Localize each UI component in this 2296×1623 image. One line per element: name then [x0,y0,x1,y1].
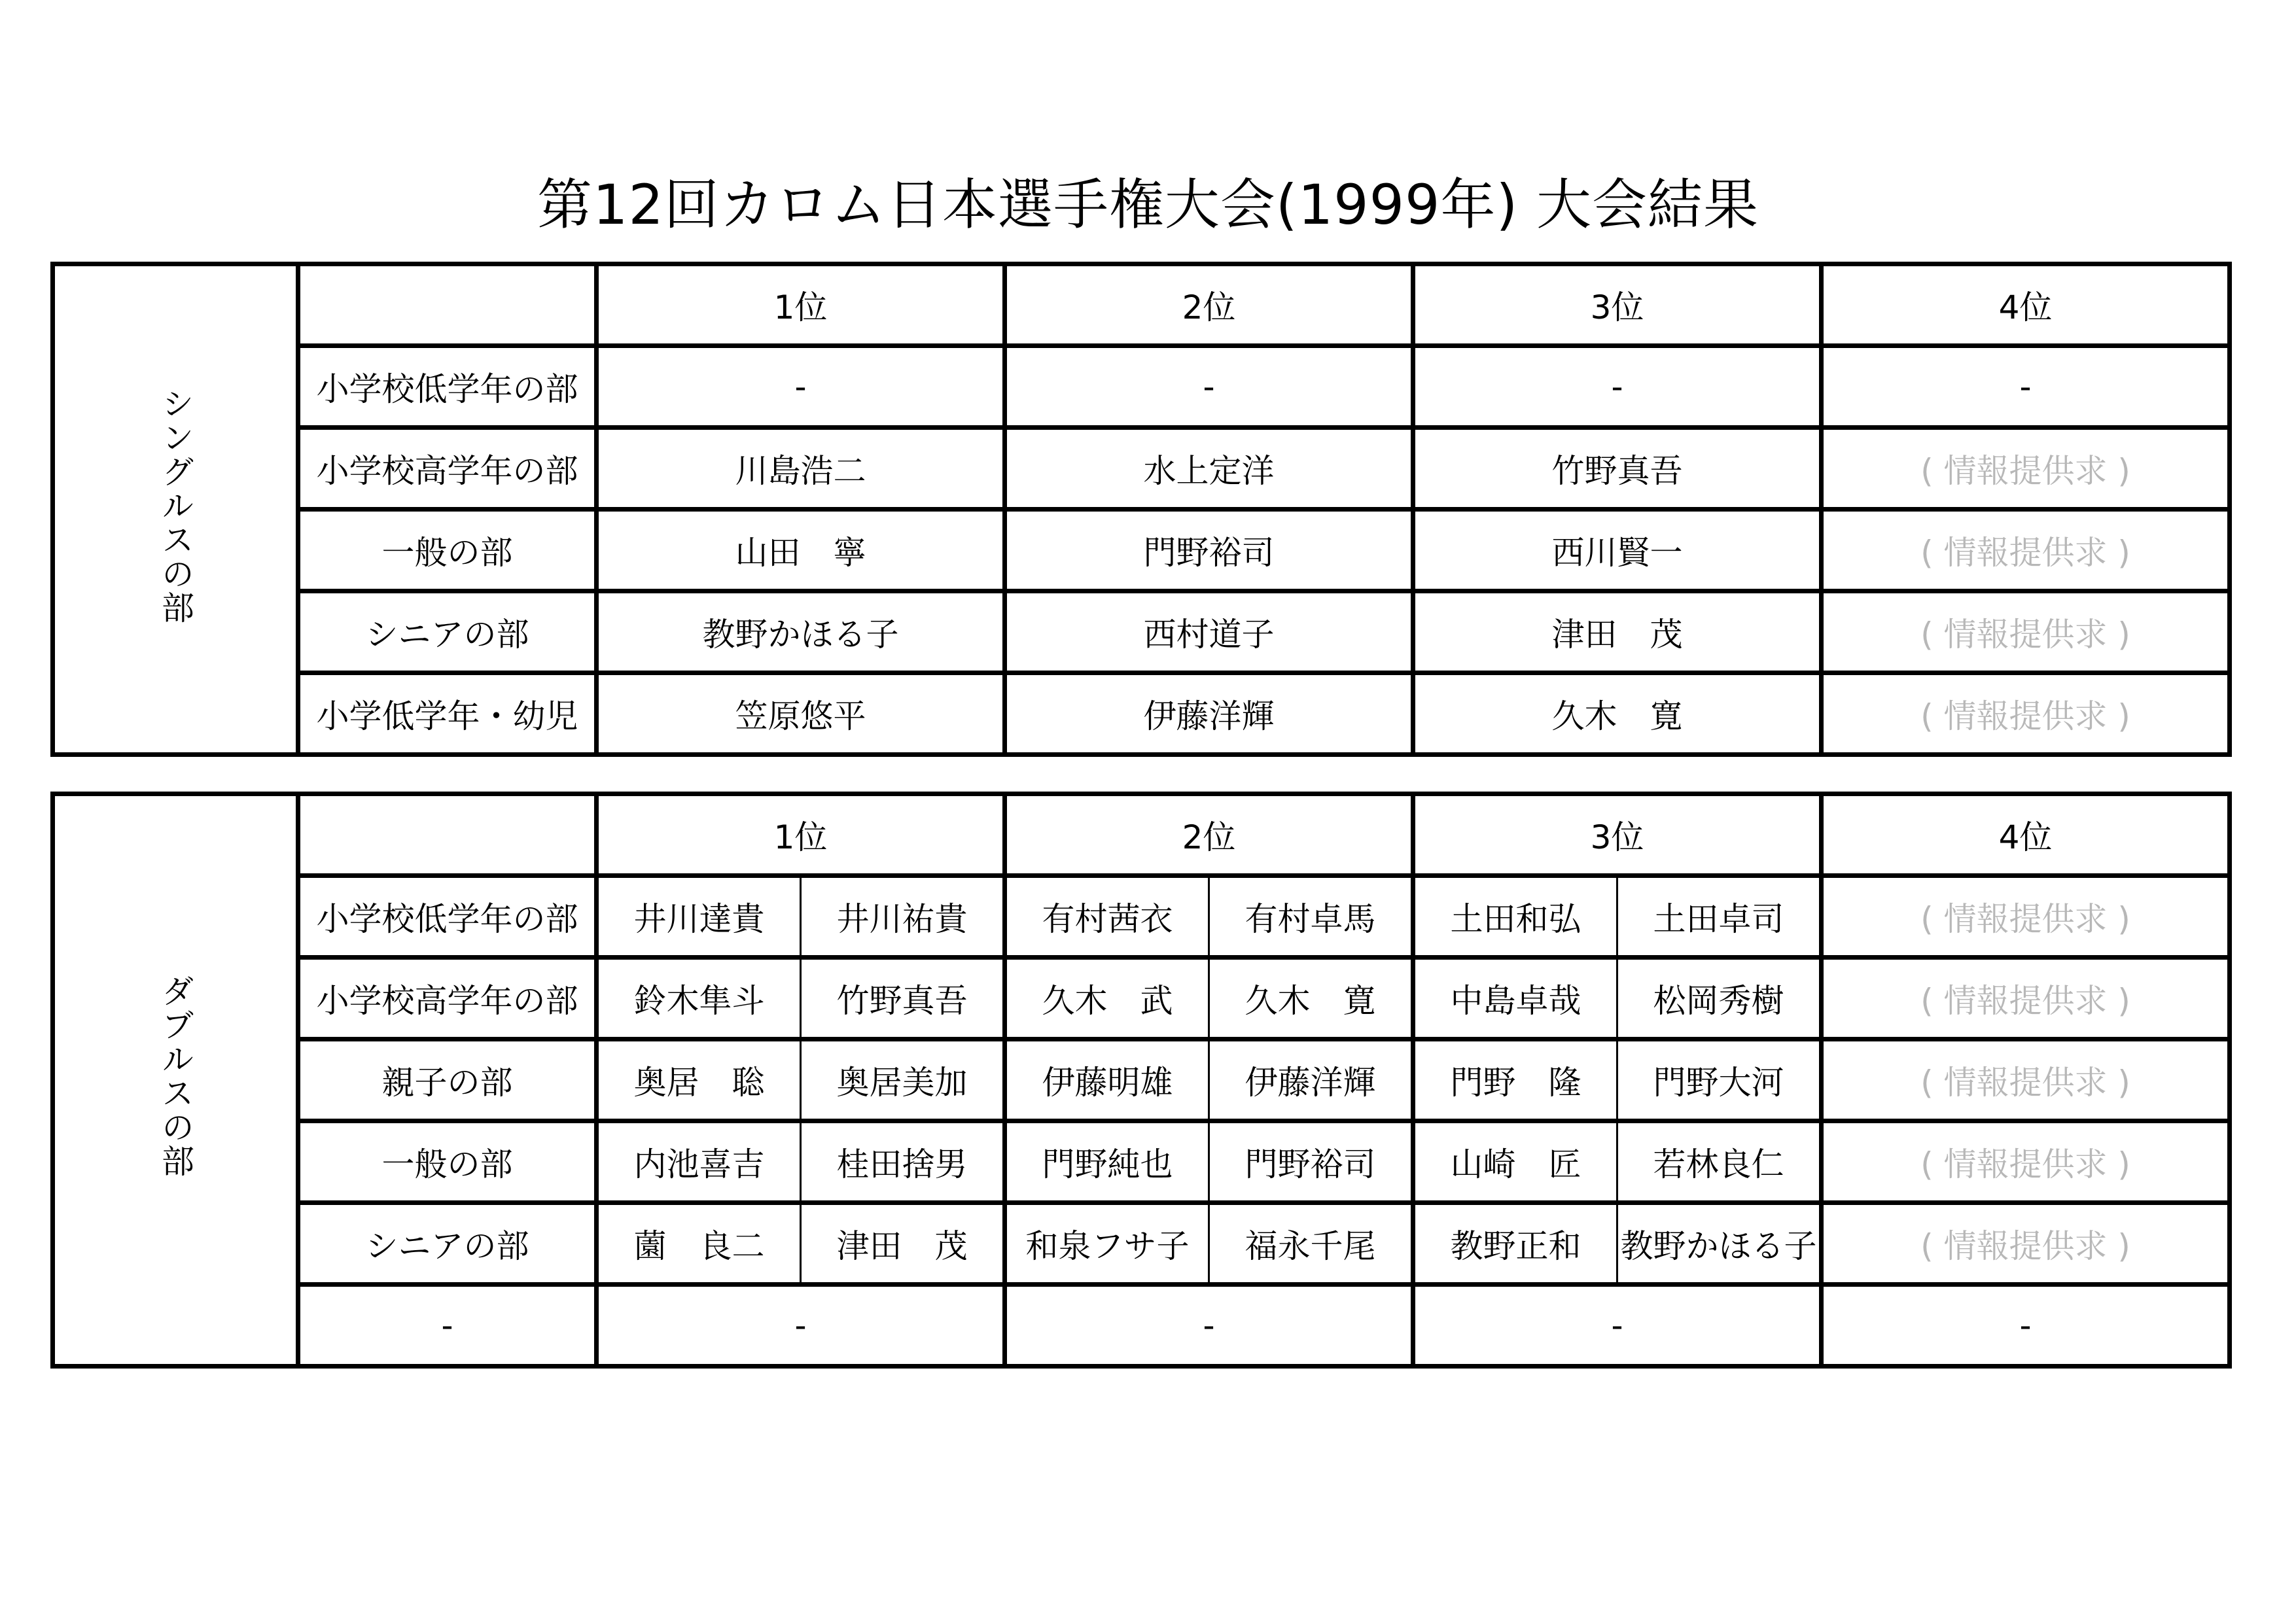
second-place-name: 伊藤洋輝 [1005,673,1413,755]
third-place-player-a: 教野正和 [1413,1203,1617,1285]
third-place-player-a: 山崎 匠 [1413,1121,1617,1203]
header-2nd-place: 2位 [1005,794,1413,876]
second-place-player-b: 有村卓馬 [1209,876,1413,958]
header-4th-place: 4位 [1822,264,2230,346]
info-request-placeholder: ( 情報提供求 ) [1822,428,2230,510]
second-place-player-b: 門野裕司 [1209,1121,1413,1203]
header-3rd-place: 3位 [1413,794,1822,876]
first-place-name: - [597,346,1005,428]
first-place-player-a: 鈴木隼斗 [597,958,801,1039]
first-place-player-b: 桂田捨男 [801,1121,1005,1203]
second-place-player-a: 有村茜衣 [1005,876,1209,958]
division-name: 小学校高学年の部 [298,958,597,1039]
info-request-placeholder: ( 情報提供求 ) [1822,1203,2230,1285]
first-place-player-a: 薗 良二 [597,1203,801,1285]
first-place-player-a: 井川達貴 [597,876,801,958]
header-1st-place: 1位 [597,264,1005,346]
second-place-player-b: 久木 寛 [1209,958,1413,1039]
fourth-place-name: - [1822,346,2230,428]
division-name: 小学低学年・幼児 [298,673,597,755]
first-place-player-b: 奥居美加 [801,1039,1005,1121]
third-place-player-b: 土田卓司 [1617,876,1822,958]
third-place-player-b: 若林良仁 [1617,1121,1822,1203]
header-division-cell [298,794,597,876]
doubles-section-cell [53,794,298,1367]
doubles-row [53,1121,2230,1203]
first-place-name: 川島浩二 [597,428,1005,510]
first-place-player-b: 津田 茂 [801,1203,1005,1285]
third-place-name: 西川賢一 [1413,510,1822,591]
singles-header-row [53,264,2230,346]
second-place-player-b: 伊藤洋輝 [1209,1039,1413,1121]
second-place-player-a: 門野純也 [1005,1121,1209,1203]
second-place-name: 水上定洋 [1005,428,1413,510]
third-place-name: - [1413,346,1822,428]
singles-results-table [50,262,2232,757]
header-1st-place: 1位 [597,794,1005,876]
first-place-name: - [597,1285,1005,1367]
third-place-player-a: 土田和弘 [1413,876,1617,958]
division-name: 一般の部 [298,1121,597,1203]
third-place-name: - [1413,1285,1822,1367]
first-place-player-b: 井川祐貴 [801,876,1005,958]
first-place-player-a: 奥居 聡 [597,1039,801,1121]
info-request-placeholder: ( 情報提供求 ) [1822,1039,2230,1121]
doubles-header-row [53,794,2230,876]
singles-row [53,428,2230,510]
singles-row [53,591,2230,673]
header-4th-place: 4位 [1822,794,2230,876]
doubles-row [53,1039,2230,1121]
third-place-name: 竹野真吾 [1413,428,1822,510]
first-place-name: 笠原悠平 [597,673,1005,755]
info-request-placeholder: ( 情報提供求 ) [1822,958,2230,1039]
division-name: 一般の部 [298,510,597,591]
first-place-name: 山田 寧 [597,510,1005,591]
info-request-placeholder: ( 情報提供求 ) [1822,591,2230,673]
first-place-player-a: 内池喜吉 [597,1121,801,1203]
doubles-section-label: ダブルスの部 [156,974,194,1178]
info-request-placeholder: ( 情報提供求 ) [1822,510,2230,591]
third-place-player-b: 教野かほる子 [1617,1203,1822,1285]
second-place-name: 門野裕司 [1005,510,1413,591]
third-place-name: 久木 寛 [1413,673,1822,755]
division-name: 小学校高学年の部 [298,428,597,510]
singles-row [53,510,2230,591]
singles-row [53,346,2230,428]
second-place-player-a: 伊藤明雄 [1005,1039,1209,1121]
singles-section-label: シングルスの部 [156,386,194,625]
second-place-name: - [1005,1285,1413,1367]
doubles-row [53,958,2230,1039]
second-place-player-a: 久木 武 [1005,958,1209,1039]
info-request-placeholder: ( 情報提供求 ) [1822,876,2230,958]
second-place-player-b: 福永千尾 [1209,1203,1413,1285]
division-name: 親子の部 [298,1039,597,1121]
doubles-row [53,876,2230,958]
second-place-player-a: 和泉フサ子 [1005,1203,1209,1285]
second-place-name: - [1005,346,1413,428]
third-place-player-b: 松岡秀樹 [1617,958,1822,1039]
doubles-results-table [50,792,2232,1369]
info-request-placeholder: ( 情報提供求 ) [1822,673,2230,755]
third-place-name: 津田 茂 [1413,591,1822,673]
division-name: 小学校低学年の部 [298,876,597,958]
third-place-player-a: 門野 隆 [1413,1039,1617,1121]
division-name: - [298,1285,597,1367]
third-place-player-b: 門野大河 [1617,1039,1822,1121]
header-3rd-place: 3位 [1413,264,1822,346]
info-request-placeholder: ( 情報提供求 ) [1822,1121,2230,1203]
singles-section-cell [53,264,298,755]
fourth-place-name: - [1822,1285,2230,1367]
header-division-cell [298,264,597,346]
third-place-player-a: 中島卓哉 [1413,958,1617,1039]
header-2nd-place: 2位 [1005,264,1413,346]
division-name: 小学校低学年の部 [298,346,597,428]
division-name: シニアの部 [298,1203,597,1285]
division-name: シニアの部 [298,591,597,673]
first-place-player-b: 竹野真吾 [801,958,1005,1039]
page-title: 第12回カロム日本選手権大会(1999年) 大会結果 [537,173,1759,237]
singles-row [53,673,2230,755]
first-place-name: 教野かほる子 [597,591,1005,673]
doubles-row [53,1285,2230,1367]
second-place-name: 西村道子 [1005,591,1413,673]
doubles-row [53,1203,2230,1285]
